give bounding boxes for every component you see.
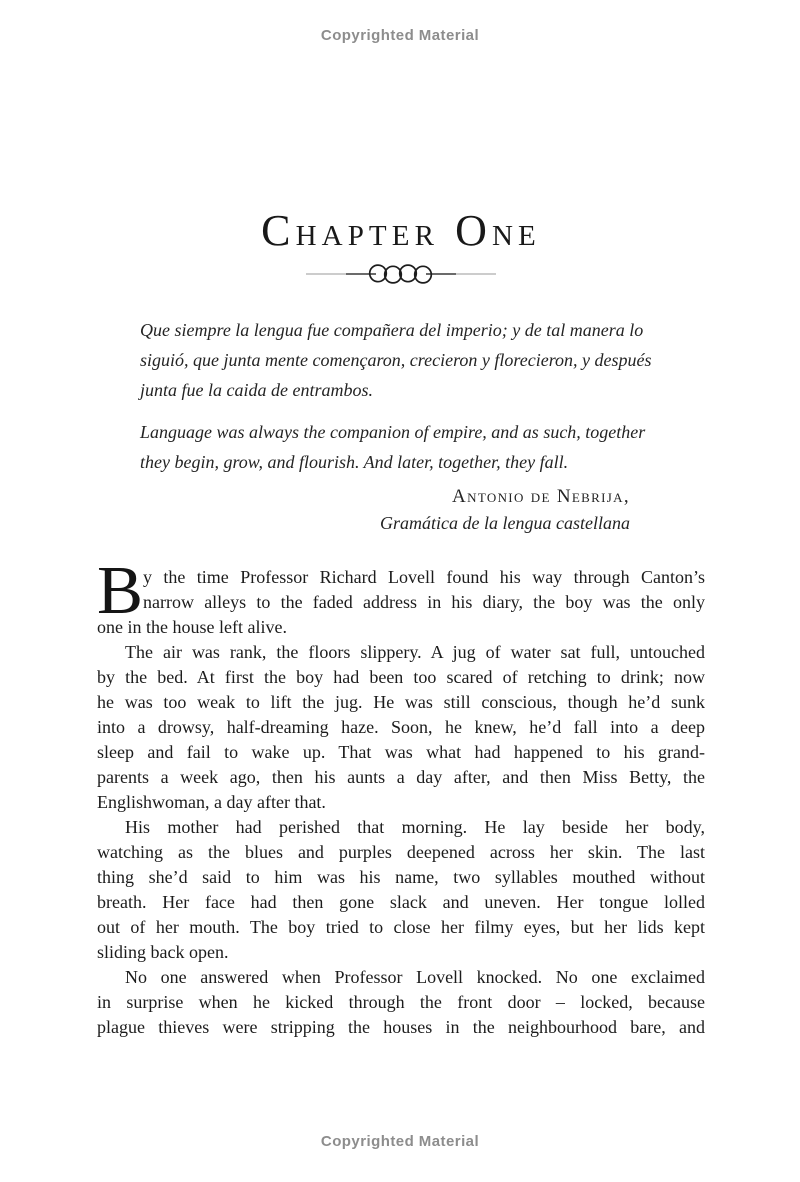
copyright-notice-top: Copyrighted Material <box>320 27 480 44</box>
drop-cap: B <box>97 552 144 628</box>
body-text-line: His mother had perished that morning. He lay beside her body, <box>125 817 705 837</box>
body-text-line: parents a week ago, then his aunts a day after, and then Miss Betty, the <box>97 767 705 787</box>
epigraph-english-line: Language was always the companion of empire, and as such, together <box>140 422 646 442</box>
body-text-line: narrow alleys to the faded address in his diary, the boy was the only <box>143 592 705 612</box>
epigraph-spanish-line: junta fue la caida de entrambos. <box>140 380 373 400</box>
body-text-line: watching as the blues and purples deepened across her skin. The last <box>97 842 705 862</box>
chapter-title-word: CHAPTER <box>261 206 440 255</box>
attribution-author: Antonio de Nebrija, <box>452 486 630 507</box>
body-text-line: thing she’d said to him was his name, two syllables mouthed without <box>97 867 705 887</box>
chapter-title-word: ONE <box>455 206 541 255</box>
epigraph-spanish-line: Que siempre la lengua fue compañera del imperio; y de tal manera lo <box>140 320 644 340</box>
epigraph-english-line: they begin, grow, and flourish. And later, together, they fall. <box>140 452 569 472</box>
paragraph <box>97 965 705 1040</box>
body-text-line: out of her mouth. The boy tried to close her filmy eyes, but her lids kept <box>97 917 705 937</box>
body-text-line: by the bed. At first the boy had been too scared of retching to drink; now <box>97 667 705 687</box>
paragraph <box>97 552 705 640</box>
paragraph <box>97 640 705 815</box>
body-text-line: The air was rank, the floors slippery. A jug of water sat full, untouched <box>125 642 705 662</box>
page-content <box>97 0 705 1040</box>
attribution-work-title: Gramática de la lengua castellana <box>380 513 630 533</box>
body-text <box>97 552 705 1040</box>
paragraph <box>97 815 705 965</box>
body-text-line: one in the house left alive. <box>97 617 287 637</box>
body-text-line: No one answered when Professor Lovell knocked. No one exclaimed <box>125 967 705 987</box>
body-text-line: plague thieves were stripping the houses in the neighbourhood bare, and <box>97 1017 705 1037</box>
chapter-divider <box>97 261 705 287</box>
epigraph-attribution <box>97 483 705 537</box>
epigraph-english <box>140 417 705 477</box>
body-text-line: sleep and fail to wake up. That was what had happened to his grand- <box>97 742 705 762</box>
body-text-line: Englishwoman, a day after that. <box>97 792 326 812</box>
body-text-line: y the time Professor Richard Lovell found his way through Canton’s <box>143 567 705 587</box>
body-text-line: in surprise when he kicked through the front door – locked, because <box>97 992 705 1012</box>
epigraph-spanish-line: siguió, que junta mente començaron, crecieron y florecieron, y después <box>140 350 652 370</box>
body-text-line: he was too weak to lift the jug. He was still conscious, though he’d sunk <box>97 692 705 712</box>
chapter-title <box>97 208 705 259</box>
body-text-line: into a drowsy, half-dreaming haze. Soon, he knew, he’d fall into a deep <box>97 717 705 737</box>
rope-knot-divider-icon <box>306 261 496 287</box>
epigraph-spanish <box>140 315 705 405</box>
body-text-line: sliding back open. <box>97 942 229 962</box>
copyright-notice-bottom: Copyrighted Material <box>320 1133 480 1150</box>
body-text-line: breath. Her face had then gone slack and uneven. Her tongue lolled <box>97 892 705 912</box>
